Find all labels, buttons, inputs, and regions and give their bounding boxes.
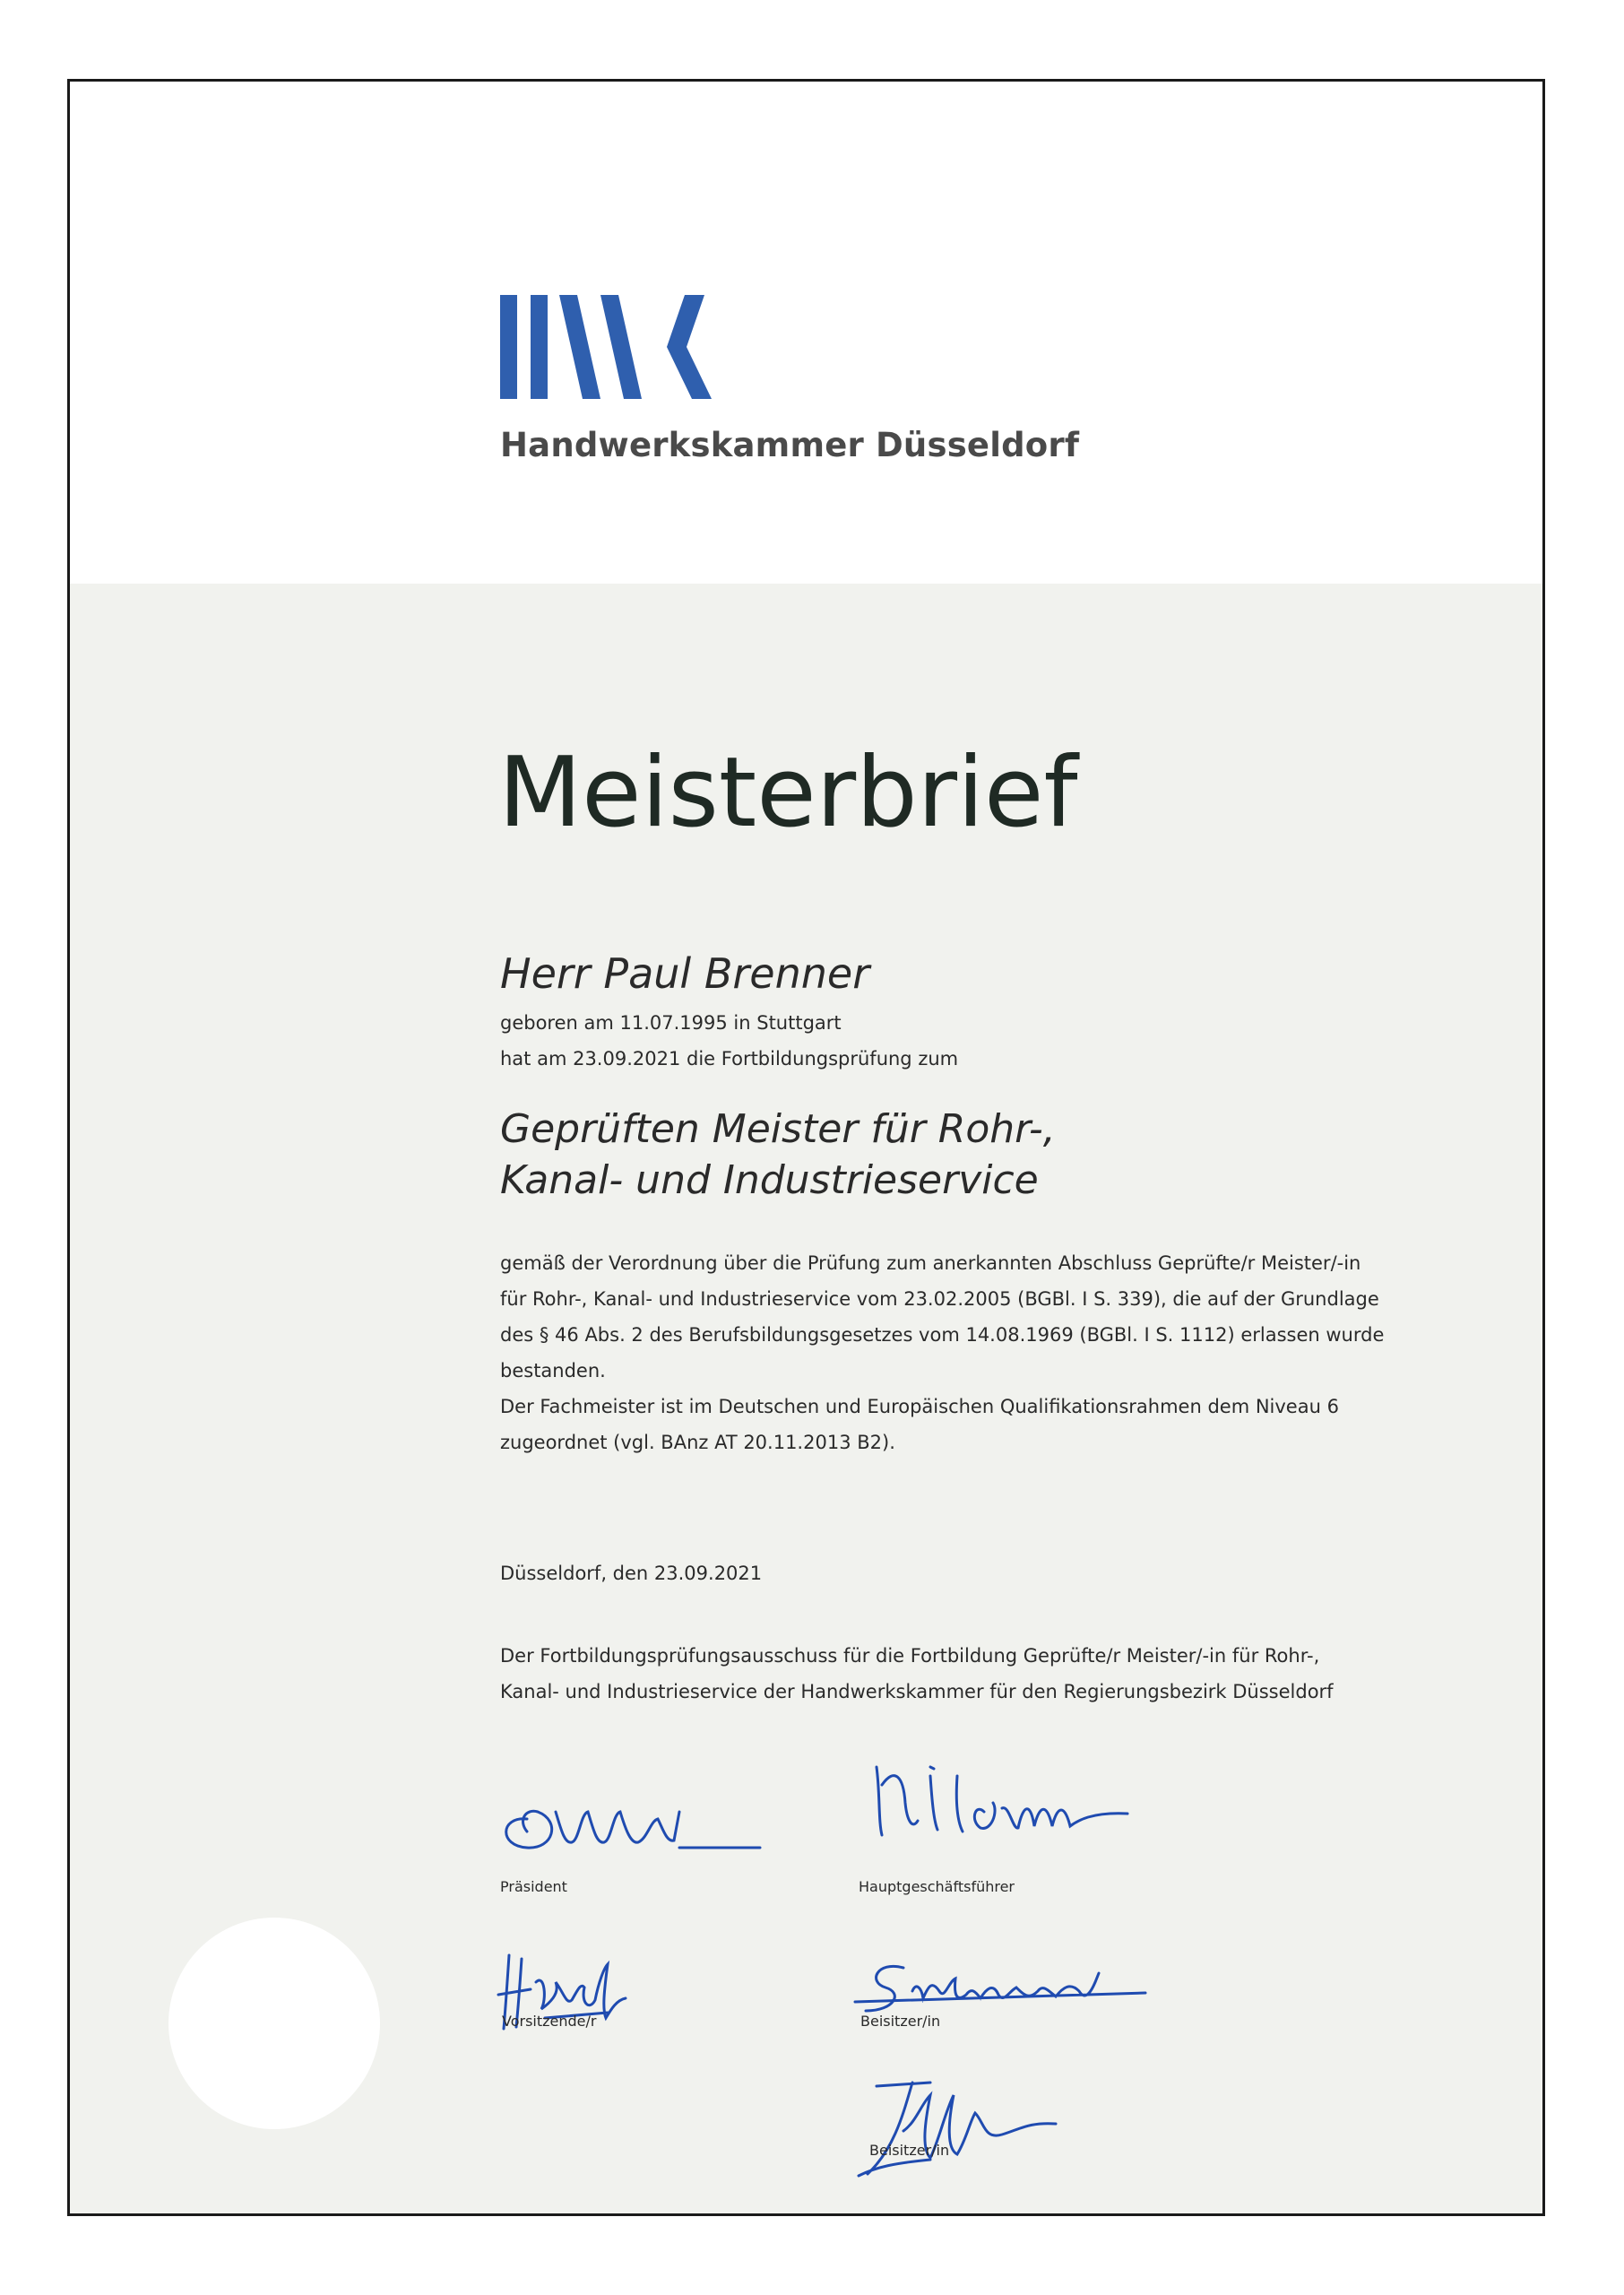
- birth-line: geboren am 11.07.1995 in Stuttgart: [500, 1012, 842, 1034]
- paragraph-line: bestanden.: [500, 1360, 606, 1381]
- hwk-logo-icon: [500, 295, 733, 399]
- legal-paragraph: [500, 1245, 1414, 1460]
- paragraph-line: des § 46 Abs. 2 des Berufsbildungsgesetzes vom 14.08.1969 (BGBl. I S. 1112) erlassen wurde: [500, 1324, 1385, 1346]
- ceo-signature: [859, 1749, 1154, 1848]
- committee-line: Der Fortbildungsprüfungsausschuss für die Fortbildung Geprüfte/r Meister/-in für Rohr-,: [500, 1645, 1320, 1667]
- assessor2-signature: [841, 2077, 1092, 2185]
- paragraph-line: Der Fachmeister ist im Deutschen und Europäischen Qualifikationsrahmen dem Niveau 6: [500, 1396, 1339, 1417]
- president-label: Präsident: [500, 1878, 567, 1895]
- ceo-label: Hauptgeschäftsführer: [859, 1878, 1015, 1895]
- certificate-frame: [67, 79, 1545, 2216]
- qualification-line: Kanal- und Industrieservice: [500, 1157, 1039, 1203]
- chair-label: Vorsitzende/r: [502, 2013, 597, 2030]
- organization-name: Handwerkskammer Düsseldorf: [500, 426, 1080, 464]
- assessor2-label: Beisitzer/in: [869, 2142, 950, 2159]
- recipient-name: Herr Paul Brenner: [500, 949, 870, 998]
- qualification-title: [500, 1104, 1056, 1206]
- place-date: Düsseldorf, den 23.09.2021: [500, 1563, 763, 1584]
- exam-line: hat am 23.09.2021 die Fortbildungsprüfung zum: [500, 1048, 959, 1070]
- paragraph-line: zugeordnet (vgl. BAnz AT 20.11.2013 B2).: [500, 1432, 895, 1453]
- header-band: [70, 82, 1542, 584]
- president-signature: [491, 1776, 769, 1857]
- certificate-title: Meisterbrief: [498, 737, 1078, 849]
- paragraph-line: für Rohr-, Kanal- und Industrieservice vom 23.02.2005 (BGBl. I S. 339), die auf der Grundlage: [500, 1288, 1379, 1310]
- qualification-line: Geprüften Meister für Rohr-,: [500, 1106, 1056, 1152]
- seal-placeholder: [168, 1918, 380, 2129]
- assessor1-label: Beisitzer/in: [860, 2013, 941, 2030]
- committee-text: [500, 1638, 1334, 1710]
- paragraph-line: gemäß der Verordnung über die Prüfung zum anerkannten Abschluss Geprüfte/r Meister/-in: [500, 1252, 1361, 1274]
- committee-line: Kanal- und Industrieservice der Handwerkskammer für den Regierungsbezirk Düsseldorf: [500, 1681, 1334, 1702]
